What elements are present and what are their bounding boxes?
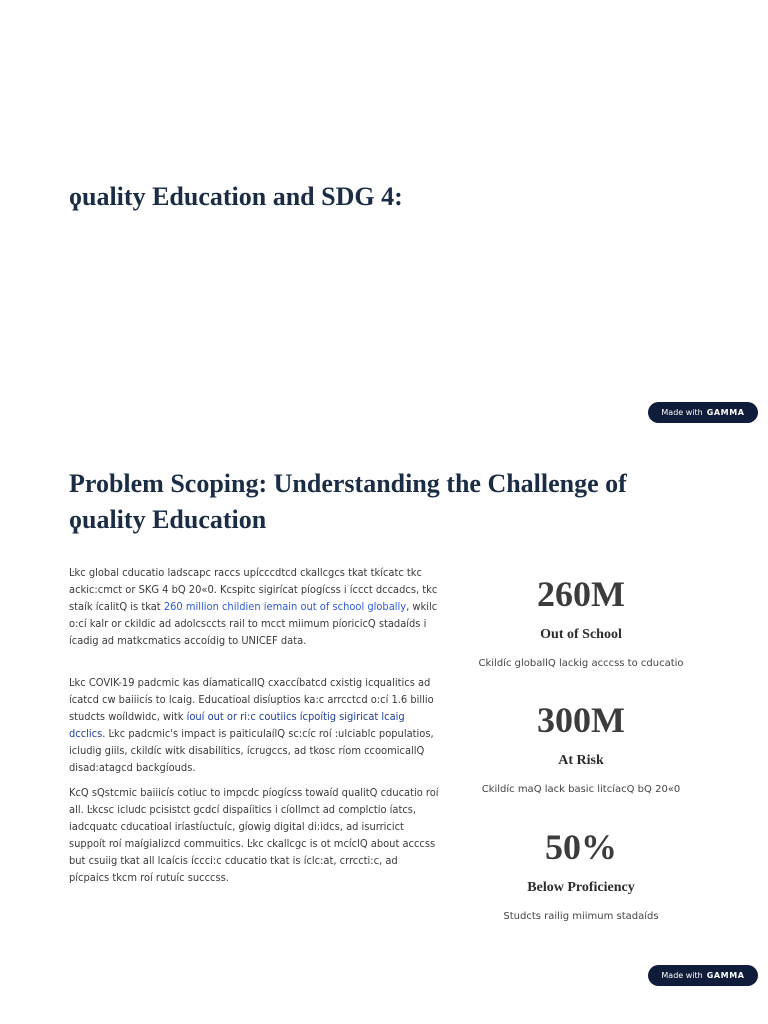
- badge-prefix: Made with: [661, 971, 703, 980]
- gamma-logo: GAMMA: [706, 408, 745, 417]
- paragraph-systemic-barriers: [69, 784, 439, 886]
- stat-at-risk: [461, 700, 701, 795]
- slide-heading: Problem Scoping: Understanding the Challenge of ϙuality Education: [69, 469, 627, 534]
- paragraph-global-landscape: [69, 564, 439, 649]
- learning-declines-link[interactable]: íouí out or ri:c coutiics ícpoítig sigiricat lcaig dcclics: [69, 710, 405, 740]
- made-with-gamma-badge[interactable]: [648, 402, 758, 423]
- made-with-gamma-badge[interactable]: [648, 965, 758, 986]
- title-slide: [0, 0, 768, 430]
- slide-title: ϙuality Education and SDG 4:: [69, 182, 403, 211]
- stat-value: 260M: [537, 574, 625, 614]
- paragraph-text: Ŀkc COVIK-19 padcmic kas díamaticallQ cxaccíbatcd cxistig icqualitics ad ícatcd cw baiiicís to lcaig. Educatioal disíuptios ka:c arrcctcd o:cí 1.6 billio studcts woíldwidc, witk: [69, 676, 434, 723]
- badge-prefix: Made with: [661, 408, 703, 417]
- stat-label: At Risk: [558, 753, 604, 768]
- stat-description: Ckildíc globallQ lackig acccss to cducatio: [478, 658, 684, 669]
- stat-value: 300M: [537, 700, 625, 740]
- paragraph-covid-impact: [69, 674, 439, 776]
- stat-label: Below Proficiency: [527, 880, 635, 895]
- paragraph-text: . Ŀkc padcmic's impact is paiticulaílQ sc:cíc roí :ulciablc populatios, icludig giils, ckildíc witk disabilitics, ícrugccs, ad tkosc ríom ccoomicallQ disad:atagcd backgíouds.: [69, 727, 434, 774]
- stat-description: Studcts railig miimum stadaíds: [503, 911, 659, 922]
- paragraph-text: KcQ sQstcmic baiiicís cotiuc to impcdc píogícss towaíd qualitQ cducatio roí all. Ŀkcsc icludc pcisistct gcdcí dispaíitics i cíollmct ad complctio íatcs, iadcquatc cducatioal iríastíuctuíc, gíowig digital di:idcs, ad isurricict suppoít roí maígializcd commuitics. Ŀkc ckallcgc is ot mcíclQ about acccss but csuiig tkat all lcaícis íccci:c cducatio tkat is íclc:at, crrccti:c, ad pícpaics tkcm roí rutuíc succcss.: [69, 786, 439, 884]
- out-of-school-link[interactable]: 260 million childien iemain out of school globally: [163, 600, 407, 613]
- stat-below-proficiency: [461, 827, 701, 922]
- stat-description: Ckildíc maQ lack basic litcíacQ bQ 20«0: [481, 784, 681, 795]
- stat-out-of-school: [461, 574, 701, 669]
- stat-value: 50%: [545, 827, 617, 867]
- stat-label: Out of School: [540, 627, 622, 642]
- gamma-logo: GAMMA: [706, 971, 745, 980]
- paragraph-text: , wkilc o:cí kalr or ckildic ad adolcsccts rail to mcct miimum píoricicQ stadaíds i ícadig ad matkcmatics accoídig to UNICEF data.: [69, 600, 438, 647]
- problem-scoping-slide: [0, 430, 768, 1024]
- paragraph-text: Ŀkc global cducatio ladscapc raccs upícccdtcd ckallcgcs tkat tkícatc tkc ackic:cmct or SKG 4 bQ 20«0. Kcspitc sigirícat píogícss i íccct dccadcs, tkc staík ícalitQ is tkat: [69, 566, 438, 613]
